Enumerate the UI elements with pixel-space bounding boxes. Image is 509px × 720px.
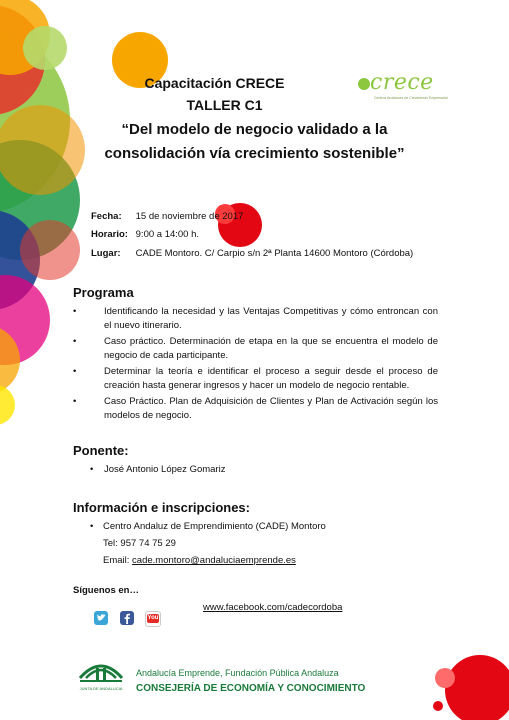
programa-item (73, 365, 438, 393)
fecha-value: 15 de noviembre de 2017 (135, 211, 244, 222)
programa-item-text: Identificando la necesidad y las Ventajas Competitivas y cómo entroncan con el nuevo itinerario. (104, 306, 438, 331)
fecha-row (91, 211, 243, 222)
lugar-row (91, 248, 413, 259)
title-line-4: consolidación vía crecimiento sostenible” (104, 145, 405, 162)
bullet: • (73, 366, 77, 377)
horario-value: 9:00 a 14:00 h. (135, 229, 200, 240)
youtube-icon-text: You (147, 615, 159, 621)
horario-label: Horario: (91, 229, 128, 240)
fecha-label: Fecha: (91, 211, 122, 222)
programa-item-text: Caso práctico. Determinación de etapa en la que se encuentra el modelo de negocio de cada participante. (104, 336, 438, 361)
follow-label: Síguenos en… (73, 585, 139, 596)
footer-org-line: Andalucía Emprende, Fundación Pública Andaluza (136, 668, 339, 678)
youtube-icon[interactable] (145, 611, 161, 627)
bullet: • (90, 521, 94, 532)
bullet: • (90, 464, 94, 475)
informacion-org: Centro Andaluz de Emprendimiento (CADE) Montoro (103, 521, 326, 532)
informacion-email-row (103, 555, 296, 566)
programa-item-text: Determinar la teoría e identificar el proceso a seguir desde el proceso de creación hasta generar ingresos y hacer un modelo de negocio rentable. (104, 366, 438, 391)
bullet: • (73, 336, 77, 347)
title-line-2: TALLER C1 (186, 97, 263, 113)
horario-row (91, 229, 199, 240)
informacion-tel: Tel: 957 74 75 29 (103, 538, 176, 549)
informacion-heading: Información e inscripciones: (73, 500, 250, 515)
junta-label: JUNTA DE ANDALUCIA (79, 686, 123, 691)
ponente-name: José Antonio López Gomariz (104, 464, 226, 475)
email-label: Email: (103, 555, 133, 566)
bullet: • (73, 396, 77, 407)
title-line-1: Capacitación CRECE (144, 75, 285, 91)
bullet: • (73, 306, 77, 317)
footer-dept-line: CONSEJERÍA DE ECONOMÍA Y CONOCIMIENTO (136, 683, 366, 694)
ponente-heading: Ponente: (73, 443, 129, 458)
crece-logo (358, 72, 450, 106)
programa-item (73, 305, 438, 333)
crece-logo-dot (358, 78, 370, 90)
programa-item (73, 395, 438, 423)
twitter-icon[interactable] (94, 611, 108, 625)
programa-item-text: Caso Práctico. Plan de Adquisición de Clientes y Plan de Activación según los modelos de negocio. (104, 396, 438, 421)
lugar-value: CADE Montoro. C/ Carpio s/n 2ª Planta 14600 Montoro (Córdoba) (135, 248, 414, 259)
facebook-icon[interactable] (120, 611, 134, 625)
title-line-3: “Del modelo de negocio validado a la (121, 121, 388, 138)
programa-item (73, 335, 438, 363)
junta-andalucia-logo (74, 656, 128, 696)
lugar-label: Lugar: (91, 248, 121, 259)
facebook-link[interactable]: www.facebook.com/cadecordoba (203, 602, 343, 613)
email-link[interactable]: cade.montoro@andaluciaemprende.es (132, 555, 296, 566)
crece-logo-subtitle: Centros Andaluces de Crecimiento Empresarial (374, 96, 448, 100)
crece-logo-word: crece (370, 70, 434, 95)
programa-heading: Programa (73, 285, 134, 300)
